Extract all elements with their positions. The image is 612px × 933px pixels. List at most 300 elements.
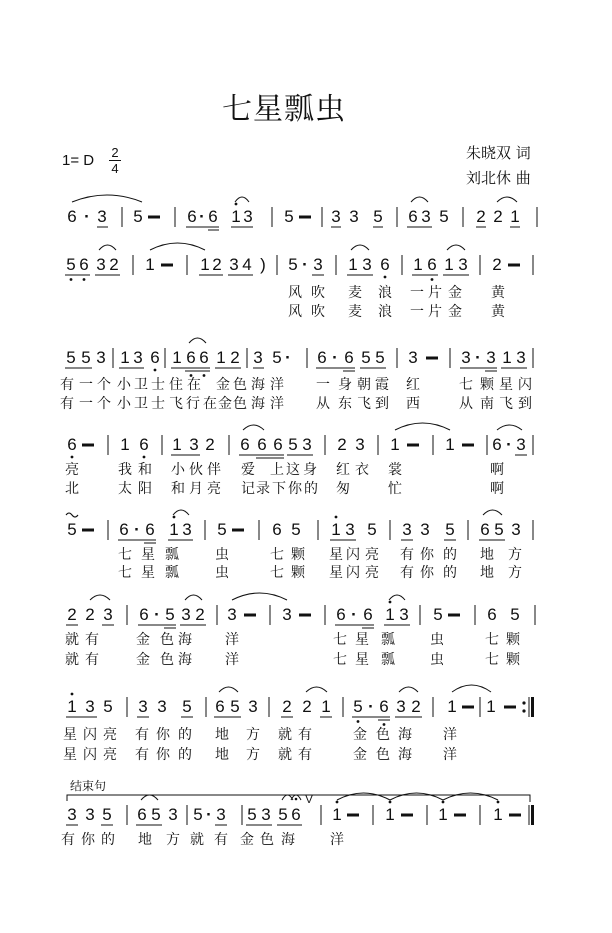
- lyric-char: 吹: [311, 304, 325, 320]
- slur-tie: [389, 595, 405, 600]
- lyric-char: 星: [499, 377, 513, 393]
- slur-tie: [232, 593, 287, 600]
- lyric-char: 一: [79, 396, 93, 412]
- lyric-char: 七: [459, 377, 473, 393]
- lyric-char: 从: [459, 396, 473, 412]
- lyric-char: 洋: [225, 632, 239, 648]
- lyric-char: 有: [60, 396, 74, 412]
- lyric-char: 亮: [65, 462, 79, 478]
- note: 5: [66, 348, 76, 367]
- lyric-char: 虫: [430, 652, 444, 668]
- note: 6: [492, 435, 502, 454]
- note: 3: [302, 435, 312, 454]
- lyric-char: 金: [218, 396, 232, 412]
- lyric-char: 虫: [215, 547, 229, 563]
- note: 5: [375, 348, 385, 367]
- lyric-char: 地: [480, 547, 494, 563]
- lyric-char: 浪: [378, 285, 392, 301]
- note: 6: [273, 435, 283, 454]
- lyric-char: 亮: [207, 481, 221, 497]
- low-octave-dot: [154, 369, 157, 372]
- lyric-char: 东: [338, 396, 352, 412]
- lyric-char: 亮: [365, 547, 379, 563]
- note: 5: [445, 520, 455, 539]
- note: 6: [363, 605, 373, 624]
- lyric-char: 的: [443, 565, 457, 581]
- lyric-char: 星: [141, 565, 155, 581]
- note: 6: [145, 520, 155, 539]
- slur-tie: [337, 793, 390, 800]
- note: 3: [253, 348, 263, 367]
- slur-tie: [399, 687, 418, 692]
- lyric-char: 红: [336, 462, 350, 478]
- lyric-char: 亮: [103, 747, 117, 763]
- mordent-icon: [66, 513, 78, 517]
- note: 1: [172, 435, 182, 454]
- high-octave-dot: [336, 801, 339, 804]
- lyric-char: 有: [400, 547, 414, 563]
- note: 1: [348, 255, 358, 274]
- lyric-char: 有: [61, 832, 75, 848]
- lyric-char: 有: [298, 747, 312, 763]
- slur-tie: [306, 687, 327, 692]
- note: 5: [361, 348, 371, 367]
- note: 3: [103, 605, 113, 624]
- augmentation-dot: ·: [475, 348, 481, 367]
- note: 5: [291, 520, 301, 539]
- lyric-char: 地: [138, 832, 152, 848]
- high-octave-dot: [235, 203, 238, 206]
- note: 1: [385, 805, 395, 824]
- note: 2: [109, 255, 119, 274]
- lyric-char: 就: [65, 632, 79, 648]
- slur-tie: [141, 795, 158, 800]
- note: 3: [516, 435, 526, 454]
- note: 6: [150, 348, 160, 367]
- lyric-char: 太: [118, 481, 132, 497]
- lyric-char: 地: [480, 565, 494, 581]
- key-signature: 1= D: [62, 152, 95, 169]
- note: 6: [272, 520, 282, 539]
- note: 5: [66, 255, 76, 274]
- lyric-char: 方: [166, 832, 180, 848]
- lyric-char: 亮: [103, 727, 117, 743]
- fermata-dot: [295, 798, 298, 801]
- lyric-char: 闪: [83, 747, 97, 763]
- lyric-char: 士: [151, 377, 165, 393]
- augmentation-dot: ·: [332, 348, 338, 367]
- dash-extension: [401, 814, 413, 817]
- dash-extension: [161, 264, 173, 267]
- lyric-char: 颗: [506, 652, 520, 668]
- lyric-char: 七: [270, 547, 284, 563]
- lyric-char: 颗: [291, 547, 305, 563]
- note: 1: [438, 805, 448, 824]
- note: 3: [157, 697, 167, 716]
- note: 5: [278, 805, 288, 824]
- lyric-char: 七: [485, 652, 499, 668]
- lyric-char: 就: [190, 832, 204, 848]
- note: 6: [119, 520, 129, 539]
- note: 5: [193, 805, 203, 824]
- lyric-char: 霞: [375, 377, 389, 393]
- augmentation-dot: ·: [351, 605, 357, 624]
- lyric-char: 七: [333, 632, 347, 648]
- note: 3: [216, 805, 226, 824]
- slur-tie: [243, 425, 264, 430]
- lyric-char: 的: [304, 481, 318, 497]
- note: 3: [402, 520, 412, 539]
- slur-tie: [497, 425, 522, 430]
- repeat-dot: [522, 701, 525, 704]
- lyric-char: 吹: [311, 285, 325, 301]
- augmentation-dot: ·: [506, 435, 512, 454]
- low-octave-dot: [71, 456, 74, 459]
- note: 5: [288, 255, 298, 274]
- note: 3: [96, 255, 106, 274]
- slur-tie: [235, 197, 249, 202]
- ending-section-label: 结束句: [70, 779, 107, 793]
- lyric-char: 上: [270, 462, 284, 478]
- lyric-char: 黄: [491, 304, 505, 320]
- lyric-char: 飞: [499, 396, 513, 412]
- lyric-char: 闪: [346, 547, 360, 563]
- lyric-char: 朝: [357, 377, 371, 393]
- low-octave-dot: [70, 278, 73, 281]
- note: 3: [349, 207, 359, 226]
- note: 1: [67, 697, 77, 716]
- note: 5: [81, 348, 91, 367]
- lyric-char: 你: [420, 565, 434, 581]
- lyricist-credit: 朱晓双 词: [466, 144, 531, 162]
- lyric-char: 的: [101, 832, 115, 848]
- lyric-char: 和: [171, 481, 185, 497]
- lyric-char: 匆: [336, 481, 350, 497]
- dash-extension: [244, 614, 256, 617]
- note: 3: [85, 697, 95, 716]
- lyric-char: 瓢: [381, 652, 395, 668]
- high-octave-dot: [442, 801, 445, 804]
- lyric-char: 麦: [348, 285, 362, 301]
- lyric-char: 飞: [169, 396, 183, 412]
- lyric-char: 在: [187, 377, 201, 393]
- lyric-char: 你: [420, 547, 434, 563]
- note: 5: [288, 435, 298, 454]
- note: 5: [510, 605, 520, 624]
- lyric-char: 虫: [215, 565, 229, 581]
- note: 6: [79, 255, 89, 274]
- lyric-char: 有: [60, 377, 74, 393]
- lyric-char: 小: [171, 462, 185, 478]
- lyric-char: 色: [376, 747, 390, 763]
- note: 3: [408, 348, 418, 367]
- slur-tie: [447, 245, 465, 250]
- lyric-char: 行: [186, 396, 200, 412]
- lyric-char: 忙: [388, 481, 402, 497]
- note: 2: [230, 348, 240, 367]
- slur-tie: [452, 685, 491, 692]
- ending-bracket: [67, 795, 530, 802]
- dash-extension: [508, 264, 520, 267]
- note: 3: [355, 435, 365, 454]
- lyric-char: 洋: [225, 652, 239, 668]
- lyric-char: 七: [118, 565, 132, 581]
- slur-tie: [173, 510, 189, 515]
- note: 5: [373, 207, 383, 226]
- lyric-char: 地: [215, 747, 229, 763]
- note: 5: [151, 805, 161, 824]
- note: 6: [427, 255, 437, 274]
- dash-extension: [504, 706, 516, 709]
- note: 3: [67, 805, 77, 824]
- lyric-char: 一: [316, 377, 330, 393]
- lyric-char: 海: [281, 832, 295, 848]
- slur-tie: [395, 423, 450, 430]
- note: 6: [408, 207, 418, 226]
- lyric-char: 星: [63, 747, 77, 763]
- fermata-icon: [291, 795, 301, 800]
- note: 2: [411, 697, 421, 716]
- note: 2: [492, 255, 502, 274]
- low-octave-dot: [83, 278, 86, 281]
- lyric-char: 西: [406, 396, 420, 412]
- note: 3: [243, 207, 253, 226]
- lyric-char: 海: [178, 632, 192, 648]
- note: 2: [195, 605, 205, 624]
- note: 3: [96, 348, 106, 367]
- lyric-char: 虫: [430, 632, 444, 648]
- low-octave-dot: [357, 720, 360, 723]
- lyric-char: 方: [246, 727, 260, 743]
- lyric-char: 风: [288, 285, 302, 301]
- lyric-char: 洋: [270, 396, 284, 412]
- lyric-char: 伙: [189, 462, 203, 478]
- lyric-char: 啊: [490, 462, 504, 478]
- slur-tie: [390, 793, 443, 800]
- dash-extension: [407, 444, 419, 447]
- note: 6: [199, 348, 209, 367]
- lyric-char: 星: [63, 727, 77, 743]
- dash-extension: [299, 614, 311, 617]
- lyric-char: 衣: [355, 462, 369, 478]
- note: 1: [385, 605, 395, 624]
- lyric-char: 色: [260, 832, 274, 848]
- note: 6: [380, 255, 390, 274]
- lyric-char: 我: [118, 462, 132, 478]
- note: 5: [433, 605, 443, 624]
- lyric-char: 月: [189, 481, 203, 497]
- note: 1: [331, 520, 341, 539]
- dash-extension: [462, 444, 474, 447]
- dash-extension: [448, 614, 460, 617]
- lyric-char: 风: [288, 304, 302, 320]
- high-octave-dot: [71, 693, 74, 696]
- closing-parenthesis: ): [260, 255, 266, 274]
- note: 5: [165, 605, 175, 624]
- lyric-char: 的: [443, 547, 457, 563]
- note: 1: [510, 207, 520, 226]
- repeat-dot: [522, 709, 525, 712]
- lyric-char: 色: [160, 632, 174, 648]
- lyric-char: 一: [410, 285, 424, 301]
- lyric-char: 七: [485, 632, 499, 648]
- note: 5: [133, 207, 143, 226]
- note: 1: [445, 435, 455, 454]
- note: 6: [187, 207, 197, 226]
- note: 3: [331, 207, 341, 226]
- slur-tie: [90, 595, 110, 600]
- lyric-char: 有: [85, 632, 99, 648]
- note: 2: [205, 435, 215, 454]
- lyric-char: 有: [214, 832, 228, 848]
- note: 6: [240, 435, 250, 454]
- note: 6: [67, 207, 77, 226]
- lyric-char: 洋: [443, 747, 457, 763]
- high-octave-dot: [389, 601, 392, 604]
- time-signature-numerator: 2: [109, 146, 121, 161]
- note: 3: [516, 348, 526, 367]
- note: 3: [458, 255, 468, 274]
- note: 2: [282, 697, 292, 716]
- slur-tie: [185, 595, 202, 600]
- lyric-char: 片: [428, 285, 442, 301]
- song-title: 七星瓢虫: [222, 92, 346, 127]
- lyric-char: 洋: [270, 377, 284, 393]
- note: 1: [120, 348, 130, 367]
- lyric-char: 海: [178, 652, 192, 668]
- lyric-char: 金: [353, 747, 367, 763]
- note: 2: [493, 207, 503, 226]
- note: 5: [284, 207, 294, 226]
- lyric-char: 闪: [83, 727, 97, 743]
- note: 3: [248, 697, 258, 716]
- note: 6: [487, 605, 497, 624]
- note: 6: [208, 207, 218, 226]
- lyric-char: 北: [65, 481, 79, 497]
- note: 1: [145, 255, 155, 274]
- note: 6: [257, 435, 267, 454]
- lyric-char: 飞: [357, 396, 371, 412]
- lyric-char: 金: [448, 285, 462, 301]
- note: 3: [189, 435, 199, 454]
- lyric-char: 洋: [330, 832, 344, 848]
- lyric-char: 伴: [207, 462, 221, 478]
- lyric-char: 方: [246, 747, 260, 763]
- note: 1: [321, 697, 331, 716]
- note: 3: [362, 255, 372, 274]
- composer-credit: 刘北休 曲: [466, 169, 531, 187]
- note: 5: [353, 697, 363, 716]
- note: 6: [137, 805, 147, 824]
- lyric-char: 卫: [134, 377, 148, 393]
- note: 6: [215, 697, 225, 716]
- lyric-char: 从: [316, 396, 330, 412]
- note: 3: [399, 605, 409, 624]
- note: 3: [133, 348, 143, 367]
- note: 5: [439, 207, 449, 226]
- lyric-char: 金: [448, 304, 462, 320]
- note: 3: [421, 207, 431, 226]
- lyric-char: 海: [398, 727, 412, 743]
- dash-extension: [148, 216, 160, 219]
- note: 1: [216, 348, 226, 367]
- note: 6: [139, 605, 149, 624]
- note: 3: [282, 605, 292, 624]
- note: 5: [102, 805, 112, 824]
- slur-tie: [351, 245, 369, 250]
- note: 1: [502, 348, 512, 367]
- note: 2: [212, 255, 222, 274]
- note: 1: [172, 348, 182, 367]
- note: 5: [182, 697, 192, 716]
- lyric-char: 小: [117, 396, 131, 412]
- lyric-char: 星: [329, 565, 343, 581]
- note: 1: [444, 255, 454, 274]
- high-octave-dot: [335, 516, 338, 519]
- note: 3: [345, 520, 355, 539]
- lyric-char: 这: [286, 462, 300, 478]
- lyric-char: 洋: [443, 727, 457, 743]
- note: 3: [313, 255, 323, 274]
- note: 1: [120, 435, 130, 454]
- low-octave-dot: [431, 278, 434, 281]
- note: 1: [413, 255, 423, 274]
- note: 2: [476, 207, 486, 226]
- lyric-char: 瓢: [165, 547, 179, 563]
- note: 6: [379, 697, 389, 716]
- note: 5: [67, 520, 77, 539]
- lyric-char: 的: [178, 727, 192, 743]
- lyric-char: 金: [353, 727, 367, 743]
- dash-extension: [82, 529, 94, 532]
- lyric-char: 下: [272, 481, 286, 497]
- lyric-char: 色: [376, 727, 390, 743]
- lyric-char: 色: [233, 377, 247, 393]
- dash-extension: [347, 814, 359, 817]
- lyric-char: 你: [81, 832, 95, 848]
- lyric-char: 颗: [480, 377, 494, 393]
- low-octave-dot: [384, 276, 387, 279]
- note: 2: [85, 605, 95, 624]
- lyric-char: 色: [160, 652, 174, 668]
- augmentation-dot: ·: [199, 207, 205, 226]
- lyric-char: 身: [338, 377, 352, 393]
- note: 5: [494, 520, 504, 539]
- note: 4: [242, 255, 252, 274]
- lyric-char: 录: [256, 481, 270, 497]
- low-octave-dot: [203, 374, 206, 377]
- lyric-char: 你: [288, 481, 302, 497]
- lyric-char: 方: [508, 547, 522, 563]
- lyric-char: 星: [355, 652, 369, 668]
- dash-extension: [426, 357, 438, 360]
- note: 6: [336, 605, 346, 624]
- breath-mark: V: [305, 794, 313, 806]
- note: 3: [486, 348, 496, 367]
- note: 1: [332, 805, 342, 824]
- lyric-char: 裳: [388, 462, 402, 478]
- note: 3: [97, 207, 107, 226]
- slur-tie: [411, 197, 428, 202]
- note: 3: [461, 348, 471, 367]
- note: 6: [480, 520, 490, 539]
- lyric-char: 星: [141, 547, 155, 563]
- lyric-char: 你: [156, 727, 170, 743]
- lyric-char: 色: [233, 396, 247, 412]
- lyric-char: 颗: [291, 565, 305, 581]
- augmentation-dot: ·: [206, 805, 212, 824]
- low-octave-dot: [143, 456, 146, 459]
